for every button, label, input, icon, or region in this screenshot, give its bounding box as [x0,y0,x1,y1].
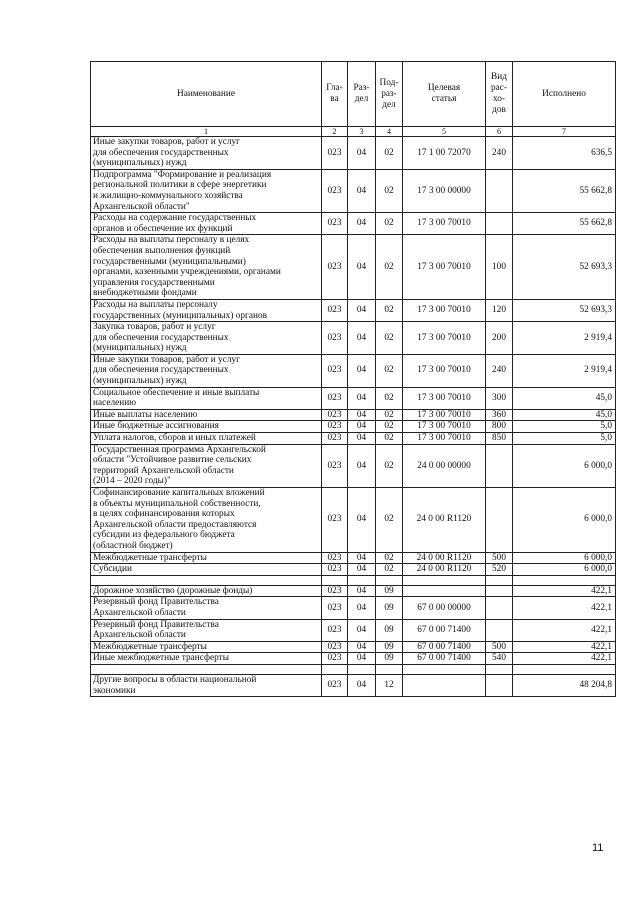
cell-executed: 636,5 [513,137,616,170]
header-name [91,62,322,127]
cell-name: Социальное обеспечение и иные выплаты населению [91,387,322,409]
table-row [91,235,616,300]
cell-section: 04 [348,421,376,433]
cell-executed: 55 662,8 [513,213,616,235]
cell-chapter: 023 [322,322,348,355]
cell-expense-type: 300 [486,387,513,409]
cell-name: Иные закупки товаров, работ и услуг для обеспечения государственных (муниципальных) нужд [91,137,322,170]
table-row [91,137,616,170]
empty-row [91,664,616,674]
cell-chapter: 023 [322,433,348,445]
empty-cell [348,664,376,674]
column-number: 1 [91,127,322,137]
cell-executed: 6 000,0 [513,564,616,576]
table-row [91,674,616,696]
table-row [91,421,616,433]
header-text: Наименование [177,88,235,99]
cell-target-item: 67 0 00 71400 [403,641,486,653]
cell-name: Субсидии [91,564,322,576]
cell-chapter: 023 [322,641,348,653]
header-text: Под- раз- дел [379,77,399,110]
cell-section: 04 [348,488,376,553]
budget-table [90,61,616,697]
cell-expense-type [486,213,513,235]
cell-name: Иные выплаты населению [91,409,322,421]
cell-subsection: 02 [376,137,403,170]
cell-expense-type: 520 [486,564,513,576]
cell-section: 04 [348,597,376,619]
cell-subsection: 02 [376,213,403,235]
cell-executed: 48 204,8 [513,674,616,696]
table-row [91,387,616,409]
cell-executed: 422,1 [513,641,616,653]
cell-executed: 6 000,0 [513,488,616,553]
cell-section: 04 [348,354,376,387]
cell-subsection: 02 [376,169,403,212]
empty-cell [376,575,403,585]
cell-name: Расходы на выплаты персоналу государственных (муниципальных) органов [91,299,322,321]
table-row [91,619,616,641]
cell-target-item: 17 3 00 70010 [403,433,486,445]
cell-expense-type: 360 [486,409,513,421]
cell-chapter: 023 [322,552,348,564]
cell-target-item: 24 0 00 00000 [403,444,486,487]
cell-name: Другие вопросы в области национальной экономики [91,674,322,696]
cell-name: Иные межбюджетные трансферты [91,653,322,665]
cell-section: 04 [348,444,376,487]
empty-cell [486,664,513,674]
cell-executed: 2 919,4 [513,322,616,355]
cell-name: Иные бюджетные ассигнования [91,421,322,433]
cell-expense-type: 800 [486,421,513,433]
header-target-item [403,62,486,127]
table-row [91,322,616,355]
cell-chapter: 023 [322,653,348,665]
cell-expense-type [486,169,513,212]
cell-subsection: 09 [376,597,403,619]
cell-section: 04 [348,619,376,641]
cell-section: 04 [348,433,376,445]
cell-subsection: 02 [376,322,403,355]
cell-expense-type [486,597,513,619]
cell-chapter: 023 [322,299,348,321]
cell-target-item: 17 3 00 70010 [403,354,486,387]
cell-name: Расходы на выплаты персоналу в целях обеспечения выполнения функций государственными (муниципальными) органами, казенными учреждениями, органами управления государственными внебюджетными фондами [91,235,322,300]
table-row [91,585,616,597]
cell-subsection: 02 [376,299,403,321]
cell-target-item: 17 3 00 70010 [403,213,486,235]
header-row [91,62,616,127]
cell-target-item: 17 3 00 70010 [403,421,486,433]
header-subsection [376,62,403,127]
cell-subsection: 09 [376,653,403,665]
cell-name: Иные закупки товаров, работ и услуг для обеспечения государственных (муниципальных) нужд [91,354,322,387]
cell-chapter: 023 [322,137,348,170]
cell-chapter: 023 [322,387,348,409]
cell-target-item: 24 0 00 R1120 [403,564,486,576]
cell-chapter: 023 [322,421,348,433]
cell-subsection: 02 [376,387,403,409]
cell-section: 04 [348,641,376,653]
header-text: Гла- ва [326,83,343,104]
cell-section: 04 [348,213,376,235]
cell-name: Резервный фонд Правительства Архангельской области [91,597,322,619]
cell-expense-type [486,619,513,641]
cell-target-item: 24 0 00 R1120 [403,488,486,553]
table-row [91,213,616,235]
cell-executed: 2 919,4 [513,354,616,387]
table-row [91,641,616,653]
cell-executed: 6 000,0 [513,552,616,564]
cell-expense-type: 100 [486,235,513,300]
table-row [91,299,616,321]
empty-cell [486,575,513,585]
cell-section: 04 [348,169,376,212]
cell-chapter: 023 [322,585,348,597]
table-row [91,564,616,576]
cell-name: Межбюджетные трансферты [91,641,322,653]
column-number: 7 [513,127,616,137]
cell-expense-type: 120 [486,299,513,321]
header-text: Исполнено [542,88,586,99]
cell-target-item [403,585,486,597]
table-row [91,354,616,387]
cell-subsection: 09 [376,619,403,641]
cell-target-item: 17 3 00 70010 [403,409,486,421]
empty-cell [91,575,322,585]
cell-section: 04 [348,585,376,597]
cell-subsection: 02 [376,409,403,421]
cell-section: 04 [348,653,376,665]
cell-chapter: 023 [322,597,348,619]
table-row [91,552,616,564]
cell-target-item: 17 3 00 70010 [403,299,486,321]
cell-subsection: 12 [376,674,403,696]
cell-expense-type: 850 [486,433,513,445]
cell-executed: 422,1 [513,597,616,619]
cell-target-item: 24 0 00 R1120 [403,552,486,564]
cell-executed: 6 000,0 [513,444,616,487]
cell-section: 04 [348,552,376,564]
cell-executed: 422,1 [513,585,616,597]
cell-name: Подпрограмма "Формирование и реализация региональной политики в сфере энергетики и жилищно-коммунального хозяйства Архангельской области" [91,169,322,212]
header-chapter [322,62,348,127]
cell-name: Расходы на содержание государственных органов и обеспечение их функций [91,213,322,235]
page-number: 11 [592,842,604,854]
cell-expense-type: 540 [486,653,513,665]
header-text: Вид рас- хо- дов [491,72,507,115]
header-text: Целевая статья [427,83,461,104]
cell-name: Дорожное хозяйство (дорожные фонды) [91,585,322,597]
cell-section: 04 [348,235,376,300]
cell-subsection: 09 [376,585,403,597]
empty-cell [513,575,616,585]
cell-name: Резервный фонд Правительства Архангельской области [91,619,322,641]
cell-executed: 422,1 [513,653,616,665]
table-row [91,597,616,619]
cell-expense-type: 240 [486,354,513,387]
cell-expense-type [486,444,513,487]
cell-expense-type: 200 [486,322,513,355]
cell-chapter: 023 [322,564,348,576]
header-expense-type [486,62,513,127]
cell-executed: 422,1 [513,619,616,641]
cell-executed: 45,0 [513,409,616,421]
cell-target-item: 17 3 00 70010 [403,322,486,355]
cell-target-item: 17 1 00 72070 [403,137,486,170]
cell-subsection: 09 [376,641,403,653]
cell-target-item: 67 0 00 71400 [403,619,486,641]
cell-section: 04 [348,674,376,696]
cell-chapter: 023 [322,619,348,641]
table-row [91,444,616,487]
cell-expense-type [486,488,513,553]
cell-executed: 45,0 [513,387,616,409]
cell-name: Государственная программа Архангельской области "Устойчивое развитие сельских территорий Архангельской области (2014 – 2020 годы)" [91,444,322,487]
cell-expense-type [486,585,513,597]
empty-cell [513,664,616,674]
cell-chapter: 023 [322,354,348,387]
cell-chapter: 023 [322,674,348,696]
cell-executed: 5,0 [513,421,616,433]
header-section [348,62,376,127]
cell-section: 04 [348,322,376,355]
cell-name: Межбюджетные трансферты [91,552,322,564]
cell-subsection: 02 [376,564,403,576]
cell-section: 04 [348,409,376,421]
cell-name: Закупка товаров, работ и услуг для обеспечения государственных (муниципальных) нужд [91,322,322,355]
table-body [91,137,616,697]
empty-cell [403,575,486,585]
empty-row [91,575,616,585]
cell-subsection: 02 [376,444,403,487]
cell-expense-type: 500 [486,641,513,653]
column-number-row [91,127,616,137]
empty-cell [322,664,348,674]
column-number: 5 [403,127,486,137]
table-row [91,169,616,212]
cell-name: Софинансирование капитальных вложений в объекты муниципальной собственности, в целях софинансирования которых Архангельской области предоставляются субсидии из федерального бюджета (областной бюджет) [91,488,322,553]
cell-subsection: 02 [376,552,403,564]
header-text: Раз- дел [353,83,370,104]
cell-name: Уплата налогов, сборов и иных платежей [91,433,322,445]
cell-chapter: 023 [322,169,348,212]
cell-subsection: 02 [376,433,403,445]
cell-subsection: 02 [376,421,403,433]
cell-target-item: 17 3 00 70010 [403,235,486,300]
table-row [91,409,616,421]
cell-target-item: 67 0 00 71400 [403,653,486,665]
cell-section: 04 [348,137,376,170]
cell-executed: 52 693,3 [513,299,616,321]
column-number: 4 [376,127,403,137]
column-number: 2 [322,127,348,137]
cell-chapter: 023 [322,213,348,235]
empty-cell [348,575,376,585]
cell-executed: 55 662,8 [513,169,616,212]
cell-target-item: 67 0 00 00000 [403,597,486,619]
header-executed [513,62,616,127]
cell-section: 04 [348,387,376,409]
cell-chapter: 023 [322,409,348,421]
cell-chapter: 023 [322,444,348,487]
cell-section: 04 [348,564,376,576]
table-row [91,488,616,553]
column-number: 6 [486,127,513,137]
cell-subsection: 02 [376,488,403,553]
cell-chapter: 023 [322,488,348,553]
cell-subsection: 02 [376,235,403,300]
cell-executed: 52 693,3 [513,235,616,300]
cell-target-item: 17 3 00 00000 [403,169,486,212]
empty-cell [322,575,348,585]
cell-executed: 5,0 [513,433,616,445]
empty-cell [403,664,486,674]
column-number: 3 [348,127,376,137]
table-row [91,433,616,445]
cell-section: 04 [348,299,376,321]
cell-target-item: 17 3 00 70010 [403,387,486,409]
table-row [91,653,616,665]
empty-cell [91,664,322,674]
cell-expense-type: 500 [486,552,513,564]
cell-target-item [403,674,486,696]
cell-subsection: 02 [376,354,403,387]
cell-expense-type [486,674,513,696]
cell-chapter: 023 [322,235,348,300]
cell-expense-type: 240 [486,137,513,170]
empty-cell [376,664,403,674]
